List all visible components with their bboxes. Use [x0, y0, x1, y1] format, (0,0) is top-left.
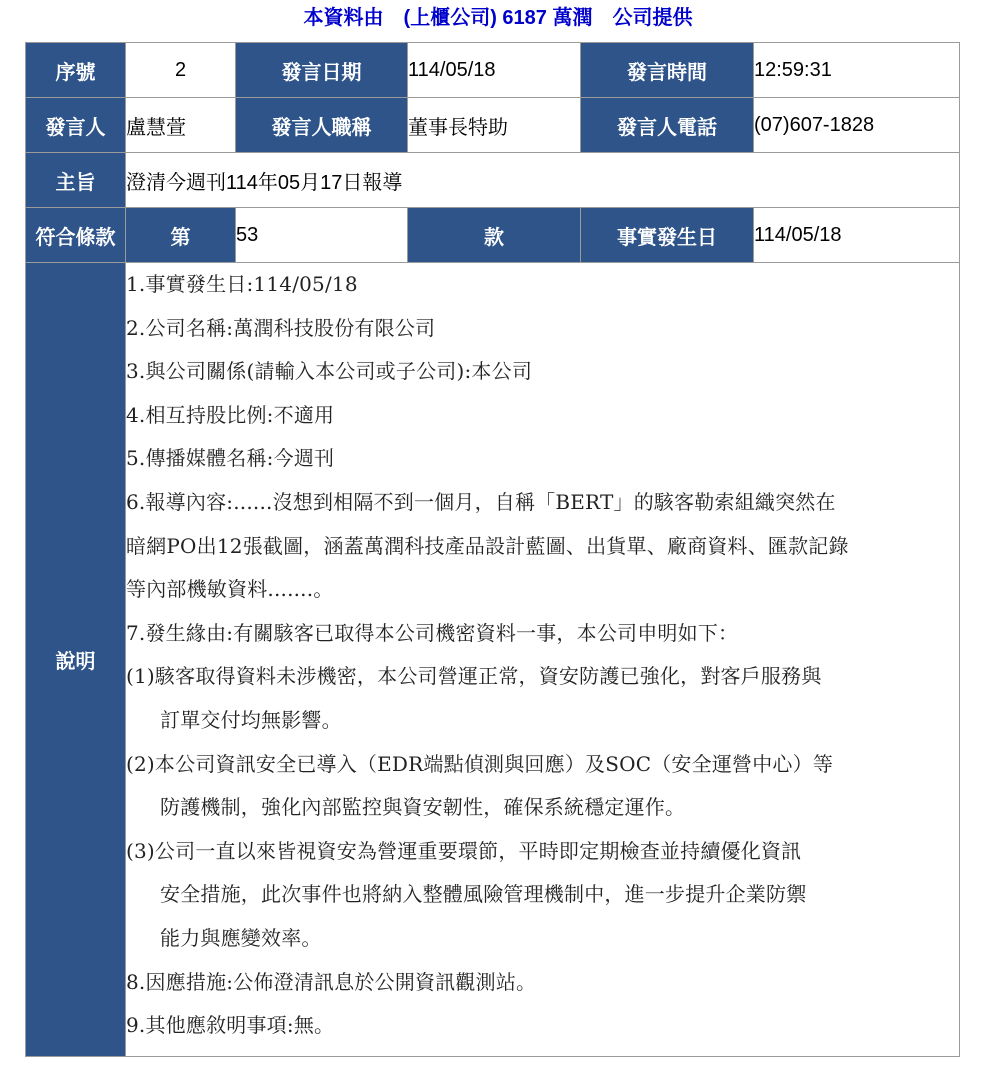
table-row: [26, 263, 960, 1057]
table-row: [26, 98, 960, 153]
description-label: 說明: [26, 263, 126, 1057]
description-line: 3.與公司關係(請輸入本公司或子公司):本公司: [126, 359, 533, 384]
clause-suffix: 款: [408, 208, 581, 263]
speaker-phone-value: (07)607-1828: [754, 98, 960, 153]
description-line: 8.因應措施:公佈澄清訊息於公開資訊觀測站。: [126, 969, 537, 994]
fact-date-label: 事實發生日: [581, 208, 754, 263]
speak-time-label: 發言時間: [581, 43, 754, 98]
subject-value: 澄清今週刊114年05月17日報導: [126, 153, 960, 208]
description-line: 2.公司名稱:萬潤科技股份有限公司: [126, 315, 436, 340]
description-body: [126, 263, 960, 1057]
speaker-label: 發言人: [26, 98, 126, 153]
description-line: 6.報導內容:......沒想到相隔不到一個月，自稱「BERT」的駭客勒索組織突然在: [126, 489, 836, 514]
description-line: (3)公司一直以來皆視資安為營運重要環節，平時即定期檢查並持續優化資訊: [126, 838, 802, 863]
speaker-phone-label: 發言人電話: [581, 98, 754, 153]
speaker-title-label: 發言人職稱: [236, 98, 408, 153]
description-line: 安全措施，此次事件也將納入整體風險管理機制中，進一步提升企業防禦: [160, 882, 807, 907]
speaker-title-value: 董事長特助: [408, 98, 581, 153]
announcement-table: [25, 42, 960, 1057]
description-line: 9.其他應敘明事項:無。: [126, 1013, 335, 1038]
description-line: 訂單交付均無影響。: [160, 707, 342, 732]
speak-date-label: 發言日期: [236, 43, 408, 98]
table-row: [26, 208, 960, 263]
description-line: 等內部機敏資料.......。: [126, 577, 334, 602]
description-line: (2)本公司資訊安全已導入（EDR端點偵測與回應）及SOC（安全運營中心）等: [126, 751, 834, 776]
speak-date-value: 114/05/18: [408, 43, 581, 98]
page-title: 本資料由 (上櫃公司) 6187 萬潤 公司提供: [303, 7, 693, 29]
description-line: 暗網PO出12張截圖，涵蓋萬潤科技產品設計藍圖、出貨單、廠商資料、匯款記錄: [126, 533, 849, 558]
speak-time-value: 12:59:31: [754, 43, 960, 98]
subject-label: 主旨: [26, 153, 126, 208]
description-line: 4.相互持股比例:不適用: [126, 402, 335, 427]
description-line: 7.發生緣由:有關駭客已取得本公司機密資料一事，本公司申明如下：: [126, 620, 739, 645]
description-line: (1)駭客取得資料未涉機密，本公司營運正常，資安防護已強化，對客戶服務與: [126, 664, 822, 689]
description-line: 能力與應變效率。: [160, 925, 322, 950]
clause-label: 符合條款: [26, 208, 126, 263]
serial-value: 2: [126, 43, 236, 98]
description-line: 防護機制，強化內部監控與資安韌性，確保系統穩定運作。: [160, 795, 686, 820]
clause-prefix: 第: [126, 208, 236, 263]
description-line: 1.事實發生日:114/05/18: [126, 272, 358, 296]
description-line: 5.傳播媒體名稱:今週刊: [126, 446, 335, 471]
speaker-value: 盧慧萱: [126, 98, 236, 153]
fact-date-value: 114/05/18: [754, 208, 960, 263]
table-row: [26, 153, 960, 208]
table-row: [26, 43, 960, 98]
serial-label: 序號: [26, 43, 126, 98]
description-lines: [126, 263, 959, 1048]
clause-number: 53: [236, 208, 408, 263]
